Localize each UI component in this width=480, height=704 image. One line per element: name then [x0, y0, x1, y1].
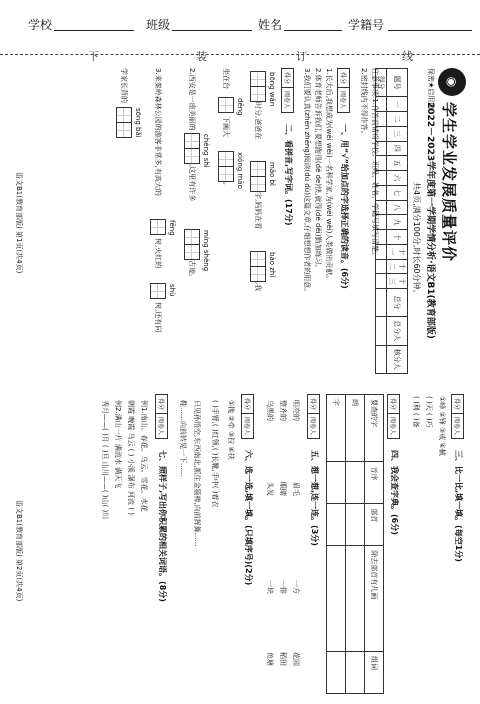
- q5-middle-2: 眼睛: [279, 482, 287, 496]
- q5-score-box: [307, 394, 320, 439]
- q1-heading: 一、用“√”给加点的字选择正确的读音。(6分): [340, 124, 349, 289]
- col-header: 要查的字: [365, 395, 384, 462]
- answer-cell[interactable]: [346, 546, 365, 652]
- q5-right-1: 一方: [292, 580, 300, 594]
- page-2-column: [8, 390, 472, 702]
- score-header-cell: 十二: [387, 259, 408, 274]
- score-header-cell: 五: [387, 156, 408, 171]
- pinyin-9: shù: [168, 284, 176, 297]
- q2-text-1: 时分,爸爸在: [254, 102, 262, 140]
- q7-heading: 七、照样子,写出你积累的相关词语。(8分): [158, 450, 167, 602]
- answer-cell[interactable]: [346, 652, 365, 694]
- score-header-cell: 六: [387, 171, 408, 186]
- q2-text-4b: 下画大: [222, 116, 230, 137]
- q1-lines: [301, 68, 334, 368]
- q2-text-3: ,我: [254, 282, 262, 292]
- answer-grid-8[interactable]: [150, 220, 166, 235]
- exam-info: 共4页,满分100分,时长60分钟。: [412, 182, 421, 298]
- exam-logo-icon: ◉: [438, 68, 466, 96]
- pinyin-2: mǎo bì: [268, 162, 276, 187]
- answer-cell[interactable]: [327, 546, 346, 652]
- table-cell: 字: [327, 395, 346, 462]
- grader-label: 阅卷人: [309, 417, 316, 436]
- score-label: 得分: [242, 395, 253, 414]
- class-label: 班级: [146, 18, 171, 32]
- dictionary-table: [326, 394, 384, 694]
- cut-mark-1: 下: [88, 50, 99, 63]
- q5-heading: 五、想一想,连一连。(3分): [310, 450, 319, 546]
- grader-label: 阅卷人: [339, 91, 346, 110]
- q5-left-1: 明亮的: [292, 400, 300, 421]
- score-label: 得分: [156, 395, 167, 414]
- score-header-cell: 九: [387, 215, 408, 230]
- pinyin-3: bào zhǐ: [268, 252, 276, 278]
- score-header-cell: 总分: [387, 289, 408, 317]
- col-header: 部首: [365, 504, 384, 546]
- q6-options: ①挽 ②牵 ③拉 ④扶: [227, 400, 235, 460]
- name-label: 姓名: [258, 18, 283, 32]
- answer-cell[interactable]: [327, 652, 346, 694]
- score-header-cell: 核分人: [387, 345, 408, 373]
- pinyin-1: bōng wǎn: [268, 72, 276, 107]
- col-header: 组词: [365, 652, 384, 694]
- answer-grid-1[interactable]: [250, 72, 266, 102]
- pinyin-7: míng shèng: [202, 230, 210, 272]
- cut-mark-2: 装: [196, 50, 207, 63]
- q3-rows: [409, 396, 448, 456]
- q2-text-8b: 树,火红的: [154, 238, 162, 269]
- q5-far-3: 鱼塘: [266, 652, 274, 666]
- notice-line-2: 2.密封线内不得作答。: [360, 68, 368, 138]
- answer-cell[interactable]: [346, 462, 365, 504]
- q5-left-2: 整齐的: [279, 400, 287, 421]
- q2-text-2: 字,妈妈在看: [254, 192, 262, 230]
- exam-title: 学生学业发展质量评价: [440, 102, 458, 263]
- answer-cell[interactable]: [327, 462, 346, 504]
- answer-grid-10[interactable]: [116, 108, 132, 138]
- q2-score-box: [281, 68, 294, 113]
- answer-cell[interactable]: [346, 504, 365, 546]
- q3-row-3[interactable]: ( )利 ( )备: [412, 396, 420, 428]
- q3-heading: 三、比一比,填一填。(每空1分): [454, 450, 463, 562]
- binding-dashed-line: [0, 54, 480, 55]
- q7-example: 例1.南山、春花、乌云、雪花、水花: [140, 400, 148, 512]
- score-header-cell: 七: [387, 185, 408, 200]
- answer-grid-5[interactable]: [218, 152, 234, 182]
- footer-page-1: 语文B1(教育部版) 第1页(共4页): [15, 172, 23, 274]
- pinyin-8: fēng: [168, 220, 176, 236]
- q4-score-box: [387, 394, 400, 439]
- student-info-strip: [0, 0, 480, 48]
- q7-line-2: 例2.满山一片 满流水 满天飞: [114, 400, 122, 489]
- answer-grid-3[interactable]: [250, 252, 266, 282]
- grader-label: 阅卷人: [453, 417, 460, 436]
- pinyin-6: chéng shì: [202, 134, 210, 168]
- table-header-row: [365, 395, 384, 694]
- student-id-label: 学籍号: [348, 18, 385, 32]
- notice-line-1: 注意事项:1.作答前请将学校、班级、姓名、学籍号填写清楚。: [371, 68, 379, 260]
- score-header-cell: 二: [387, 112, 408, 127]
- q5-far-2: 稻田: [279, 652, 287, 666]
- answer-grid-7[interactable]: [184, 230, 200, 260]
- q7-line-1[interactable]: 朝霞 晚霞 乌云 ( ) 小溪 瀑布 河流 ( ): [127, 400, 135, 515]
- q3-row-2[interactable]: ( )天 ( )巧: [425, 396, 433, 428]
- q6-heading: 六、选一选,填一填。(只填序号)(2分): [244, 450, 253, 586]
- table-row: [346, 395, 365, 694]
- exam-sheet: [8, 62, 472, 702]
- q5-right-2: 一排: [279, 580, 287, 594]
- q2-text-4a: 坐在台: [222, 68, 230, 89]
- notice: [358, 68, 380, 368]
- confidential-label: 保密★启用前: [427, 68, 435, 110]
- q5-right-list: [263, 580, 302, 594]
- answer-grid-6[interactable]: [184, 134, 200, 164]
- q1-line-2: 2.体育老师告诉我们,要想跑得(dé de)快,就得(dé děi)勤加练习。: [314, 68, 322, 272]
- q1-line-3: 3.我们要认真(zhēn zhēng)阅读(dú dù)这篇文章,仔细想想作者的用意。: [303, 68, 311, 296]
- pinyin-10: sōng bǎi: [134, 108, 142, 138]
- col-header: 音序: [365, 462, 384, 504]
- pinyin-5: xióng māo: [236, 152, 244, 189]
- q6-line[interactable]: ( )手臂,( )红领,( )长靴,手中( )着衣: [211, 400, 219, 508]
- q2-text-6b: ,这里有许多: [188, 164, 196, 202]
- q2-text-10a: 学家长背的: [120, 68, 128, 103]
- answer-grid-9[interactable]: [150, 284, 166, 299]
- score-header-cell: 一: [387, 97, 408, 112]
- name-field[interactable]: [284, 30, 342, 31]
- score-header-cell: 总分人: [387, 317, 408, 345]
- q2-text-8a: 3.来秦岭森林公园的游客非常多,有高大的: [154, 68, 162, 196]
- answer-grid-2[interactable]: [250, 162, 266, 192]
- q4-heading: 四、我会查字典。(6分): [390, 450, 399, 535]
- cut-mark-4: 线: [402, 50, 413, 63]
- q7-score-box: [155, 394, 168, 439]
- exam-subtitle: 2022－2023学年度第一学期学情分析·语文B1(教育部版): [425, 102, 435, 339]
- table-cell: 朗: [346, 395, 365, 462]
- q3-row-1: ①峰 ②锋 ③戒 ④械: [438, 396, 446, 456]
- grader-label: 阅卷人: [243, 417, 250, 436]
- q2-text-5: 。: [222, 182, 230, 189]
- score-label: 得分: [388, 395, 399, 414]
- score-header-cell: 十: [387, 230, 408, 245]
- q6-score-box: [241, 394, 254, 439]
- q8-line: 鞋……向前转晃一下……: [179, 400, 187, 477]
- col-header: 除去部首有几画: [365, 546, 384, 652]
- page-1-column: [8, 62, 472, 374]
- q2-text-9: 树,还有同: [154, 302, 162, 333]
- q8-prefix: 只见孙悟空,东西南北,抓住金箍棒,向前挥舞……: [193, 400, 201, 547]
- q5-far-1: 花园: [292, 652, 300, 666]
- score-label: 得分: [338, 69, 349, 88]
- pinyin-4: dēng: [236, 98, 244, 116]
- score-header-cell: 四: [387, 141, 408, 156]
- score-header-cell: 十一: [387, 244, 408, 259]
- q5-middle-1: 眉毛: [292, 482, 300, 496]
- table-row: [327, 395, 346, 694]
- footer-page-2: 语文B1(教育部版) 第2页(共4页): [15, 500, 23, 602]
- q5-right-3: 一块: [266, 580, 274, 594]
- q2-heading: 二、看拼音,写字词。(17分): [284, 124, 293, 226]
- q5-left-list: [263, 400, 302, 421]
- grader-label: 阅卷人: [157, 417, 164, 436]
- q7-lines: [98, 400, 150, 519]
- score-cell[interactable]: 得分: [376, 69, 387, 97]
- cut-mark-3: 订: [296, 50, 307, 63]
- school-label: 学校: [28, 18, 53, 32]
- score-header-cell: 三: [387, 126, 408, 141]
- school-field[interactable]: [54, 30, 134, 31]
- q1-line-1: 1.长大后,我想成为(wéi wèi)一名科学家,为(wéi wèi)人类做出贡献。: [325, 68, 333, 283]
- q5-middle-3: 头发: [266, 482, 274, 496]
- grader-label: 阅卷人: [389, 417, 396, 436]
- q5-left-3: 乌黑的: [266, 400, 274, 421]
- score-label: 得分: [282, 69, 293, 88]
- q7-line-3[interactable]: 秀月——( )月 ( )旦 山川——( )山( )川: [101, 400, 109, 520]
- q1-score-box: [337, 68, 350, 113]
- q3-score-box: [451, 394, 464, 439]
- score-header-cell: 十三: [387, 274, 408, 289]
- answer-cell[interactable]: [327, 504, 346, 546]
- score-label: 得分: [452, 395, 463, 414]
- score-header-cell: 八: [387, 200, 408, 215]
- q2-text-6a: 2.西安是一座美丽的: [188, 68, 196, 131]
- class-field[interactable]: [172, 30, 252, 31]
- q2-text-7: 古迹。: [188, 260, 196, 281]
- score-header-cell: 题号: [387, 69, 408, 97]
- answer-grid-4[interactable]: [218, 98, 234, 113]
- student-id-field[interactable]: [388, 30, 472, 31]
- score-label: 得分: [308, 395, 319, 414]
- q5-middle-list: [263, 482, 302, 496]
- grader-label: 阅卷人: [283, 91, 290, 110]
- q5-far-list: [263, 652, 302, 666]
